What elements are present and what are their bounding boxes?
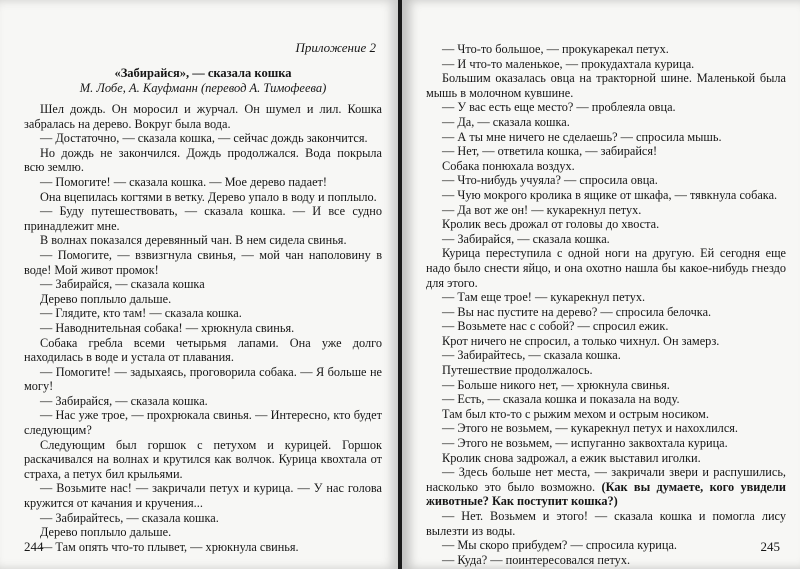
page-number-left: 244: [24, 539, 44, 554]
paragraph: — Да, — сказала кошка.: [442, 114, 570, 129]
paragraph: — Буду путешествовать, — сказала кошка. — И все судно принадлежит мне.: [24, 204, 382, 233]
paragraph: — Забирайся, — сказала кошка: [40, 277, 205, 292]
paragraph: Большим оказалась овца на тракторной шине. Маленькой была мышь в молочном кувшине.: [426, 71, 786, 100]
right-page-content: [426, 42, 786, 567]
paragraph: Собака понюхала воздух.: [442, 158, 575, 173]
paragraph: — А ты мне ничего не сделаешь? — спросила мышь.: [442, 129, 722, 144]
paragraph: — И что-то маленькое, — прокудахтала курица.: [442, 56, 695, 71]
paragraph: — Забирайтесь, — сказала кошка.: [40, 510, 219, 525]
right-paragraphs: [426, 42, 786, 465]
paragraph: — Забирайся, — сказала кошка.: [442, 231, 610, 246]
left-page: [0, 0, 398, 569]
paragraph: Крот ничего не спросил, а только чихнул. Он замерз.: [442, 333, 720, 348]
paragraph: — Что-нибудь учуяла? — спросила овца.: [442, 173, 658, 188]
paragraph: — Помогите! — задыхаясь, проговорила собака. — Я больше не могу!: [24, 364, 382, 394]
paragraph: — Возьмите нас! — закричали петух и курица. — У нас голова кружится от качания и кручения...: [24, 481, 382, 511]
paragraph: — Помогите, — взвизгнула свинья, — мой чан наполовину в воде! Мой живот промок!: [24, 247, 382, 277]
paragraph: Путешествие продолжалось.: [442, 363, 593, 378]
paragraph: Но дождь не закончился. Дождь продолжался. Вода покрыла всю землю.: [24, 145, 382, 175]
paragraph: — Этого не возьмем, — испуганно заквохтала курица.: [442, 436, 728, 451]
paragraph: — Вы нас пустите на дерево? — спросила белочка.: [442, 304, 712, 319]
paragraph: Следующим был горшок с петухом и курицей. Горшок раскачивался на волнах и крутился как волчок. Курица квохтала от страха, а петух бил крыльями.: [24, 437, 382, 481]
paragraph: Кролик снова задрожал, а ежик выставил иголки.: [442, 450, 701, 465]
paragraph: — У вас есть еще место? — проблеяла овца.: [442, 100, 676, 115]
paragraph: — Нет. Возьмем и этого! — сказала кошка и помогла лису вылезти из воды.: [426, 509, 786, 538]
paragraph: — Да вот же он! — кукарекнул петух.: [442, 202, 642, 217]
paragraph: — Глядите, кто там! — сказала кошка.: [40, 306, 242, 321]
paragraph: — Возьмете нас с собой? — спросил ежик.: [442, 319, 669, 334]
paragraph: — Достаточно, — сказала кошка, — сейчас дождь закончится.: [40, 131, 368, 146]
question-lead-text: — Здесь больше нет места, — закричали звери и распушились, насколько это было возможно.: [426, 465, 786, 494]
paragraph: В волнах показался деревянный чан. В нем сидела свинья.: [40, 233, 347, 248]
paragraph: Дерево поплыло дальше.: [40, 525, 172, 540]
paragraph: — Что-то большое, — прокукарекал петух.: [442, 42, 669, 56]
paragraph: — Там опять что-то плывет, — хрюкнула свинья.: [40, 539, 299, 554]
page-number-right: 245: [760, 539, 780, 554]
left-paragraphs: [24, 102, 382, 554]
story-title: «Забирайся», — сказала кошка: [114, 66, 292, 80]
right-page: [402, 0, 800, 569]
paragraph: — Нет, — ответила кошка, — забирайся!: [442, 144, 658, 159]
paragraph: Кролик весь дрожал от головы до хвоста.: [442, 217, 660, 232]
paragraph: — Чую мокрого кролика в ящике от шкафа, — тявкнула собака.: [442, 187, 778, 202]
paragraph: — Есть, — сказала кошка и показала на воду.: [442, 392, 680, 407]
paragraph: — Нас уже трое, — прохрюкала свинья. — Интересно, кто будет следующим?: [24, 408, 382, 438]
paragraph: — Куда? — поинтересовался петух.: [442, 552, 631, 567]
paragraph: — Там еще трое! — кукарекнул петух.: [442, 290, 646, 305]
teacher-question: (Как вы думаете, кого увидели животные? Как поступит кошка?): [426, 479, 786, 509]
appendix-label: Приложение 2: [295, 40, 376, 55]
paragraph: — Больше никого нет, — хрюкнула свинья.: [442, 377, 670, 392]
right-paragraphs-after: [426, 509, 786, 567]
paragraph: — Наводнительная собака! — хрюкнула свинья.: [40, 320, 295, 335]
left-page-content: [24, 36, 382, 554]
paragraph: Шел дождь. Он моросил и журчал. Он шумел и лил. Кошка забралась на дерево. Вокруг была вода.: [24, 102, 382, 131]
paragraph: — Мы скоро прибудем? — спросила курица.: [442, 538, 677, 553]
paragraph: — Забирайтесь, — сказала кошка.: [442, 348, 621, 363]
paragraph: Она вцепилась когтями в ветку. Дерево упало в воду и поплыло.: [40, 189, 377, 204]
paragraph: — Помогите! — сказала кошка. — Мое дерево падает!: [40, 174, 328, 189]
paragraph: — Забирайся, — сказала кошка.: [40, 393, 208, 408]
paragraph: Дерево поплыло дальше.: [40, 291, 172, 306]
paragraph: — Этого не возьмем, — кукарекнул петух и нахохлился.: [442, 421, 739, 436]
story-authors: М. Лобе, А. Кауфманн (перевод А. Тимофеева): [79, 81, 327, 95]
paragraph: Там был кто-то с рыжим мехом и острым носиком.: [442, 406, 709, 421]
paragraph: Собака гребла всеми четырьмя лапами. Она уже долго находилась в воде и устала от плавания.: [24, 335, 382, 365]
paragraph-question: [426, 465, 786, 509]
paragraph: Курица переступила с одной ноги на другую. Ей сегодня еще надо было снести яйцо, и она охотно нашла бы какое-нибудь гнездо для этого.: [426, 246, 786, 290]
